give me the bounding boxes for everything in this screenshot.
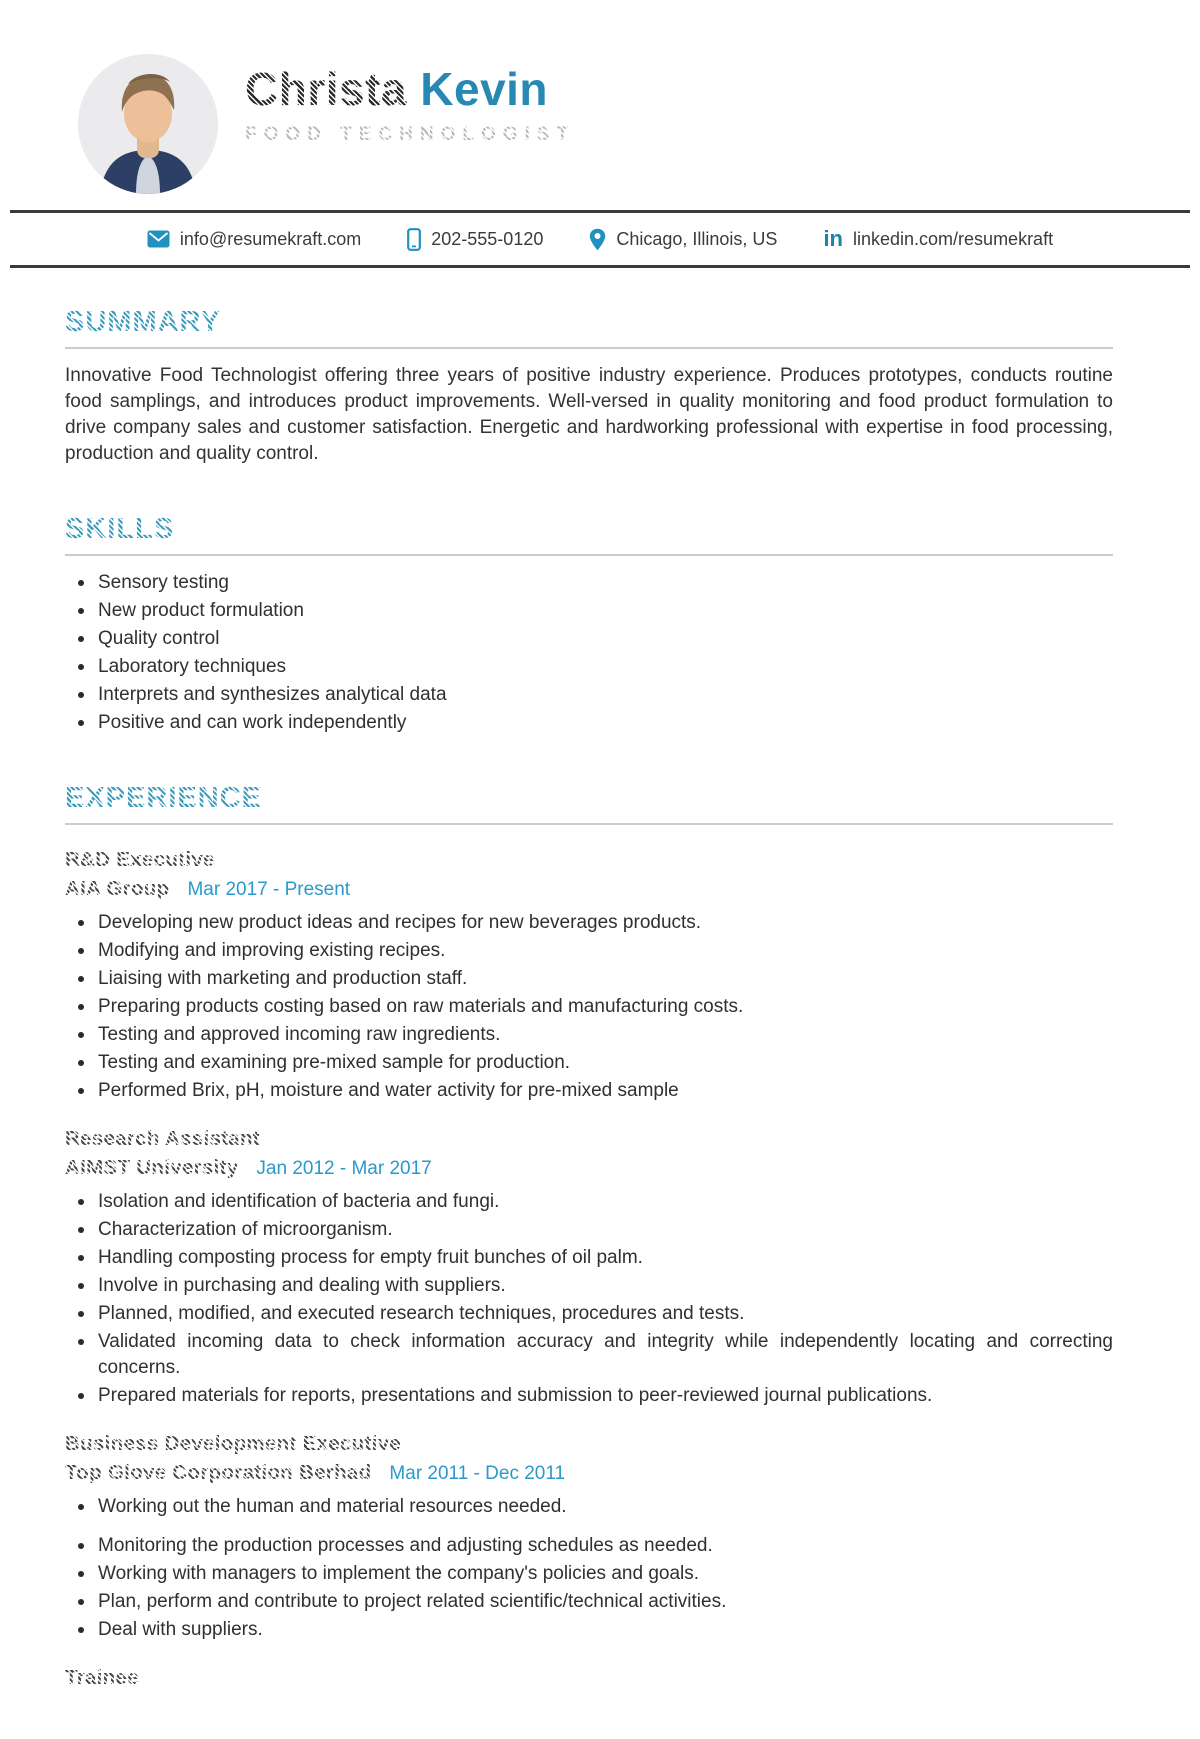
skills-heading: SKILLS xyxy=(65,515,1113,556)
skill-item: Positive and can work independently xyxy=(65,710,1113,736)
job-title-subtitle: FOOD TECHNOLOGIST xyxy=(245,123,576,145)
job-bullet: Prepared materials for reports, presentations and submission to peer-reviewed journal publications. xyxy=(65,1383,1113,1409)
location-value: Chicago, Illinois, US xyxy=(616,228,778,249)
section-skills xyxy=(65,515,1113,736)
company-name: AIMST University xyxy=(65,1156,239,1179)
job-title: Research Assistant xyxy=(65,1126,1113,1152)
experience-heading: EXPERIENCE xyxy=(65,784,1113,825)
job-dates: Mar 2011 - Dec 2011 xyxy=(389,1463,566,1484)
resume-body xyxy=(65,308,1113,1739)
skill-item: Sensory testing xyxy=(65,570,1113,596)
section-summary xyxy=(65,308,1113,467)
profile-photo xyxy=(78,54,218,194)
job-bullet: Handling composting process for empty fruit bunches of oil palm. xyxy=(65,1245,1113,1271)
job-bullet: Characterization of microorganism. xyxy=(65,1217,1113,1243)
job-bullet: Plan, perform and contribute to project related scientific/technical activities. xyxy=(65,1589,1113,1615)
contact-phone xyxy=(407,228,543,251)
phone-value: 202-555-0120 xyxy=(431,228,544,249)
job-bullet: Developing new product ideas and recipes for new beverages products. xyxy=(65,910,1113,936)
experience-job-trainee xyxy=(65,1665,1113,1691)
profile-photo-illustration xyxy=(78,54,218,194)
phone-icon xyxy=(407,228,421,251)
email-icon xyxy=(147,230,170,248)
location-pin-icon xyxy=(589,228,606,251)
company-name: Top Glove Corporation Berhad xyxy=(65,1461,372,1484)
job-bullet-list xyxy=(65,1189,1113,1409)
job-bullet: Performed Brix, pH, moisture and water activity for pre-mixed sample xyxy=(65,1078,1113,1104)
skill-item: Interprets and synthesizes analytical data xyxy=(65,682,1113,708)
job-bullet: Modifying and improving existing recipes. xyxy=(65,938,1113,964)
email-value: info@resumekraft.com xyxy=(179,228,362,249)
candidate-name xyxy=(245,64,575,115)
contact-bar xyxy=(10,210,1190,268)
skills-list xyxy=(65,570,1113,736)
last-name: Kevin xyxy=(420,63,549,115)
skill-item: Laboratory techniques xyxy=(65,654,1113,680)
skill-item: Quality control xyxy=(65,626,1113,652)
job-bullet: Testing and examining pre-mixed sample for production. xyxy=(65,1050,1113,1076)
contact-location xyxy=(589,228,777,251)
job-bullet: Involve in purchasing and dealing with suppliers. xyxy=(65,1273,1113,1299)
linkedin-icon: in xyxy=(823,226,843,251)
job-bullet: Planned, modified, and executed research techniques, procedures and tests. xyxy=(65,1301,1113,1327)
company-name: AIA Group xyxy=(65,877,170,900)
job-dates: Mar 2017 - Present xyxy=(187,879,351,900)
experience-job-aimst-university xyxy=(65,1126,1113,1409)
experience-job-top-glove xyxy=(65,1431,1113,1643)
job-title: Trainee xyxy=(65,1665,1113,1691)
linkedin-value: linkedin.com/resumekraft xyxy=(853,228,1054,249)
job-bullet: Working out the human and material resources needed. xyxy=(65,1494,1113,1520)
job-bullet: Deal with suppliers. xyxy=(65,1617,1113,1643)
job-bullet: Working with managers to implement the company's policies and goals. xyxy=(65,1561,1113,1587)
job-bullet-list xyxy=(65,910,1113,1104)
summary-paragraph: Innovative Food Technologist offering three years of positive industry experience. Produces prototypes, conducts routine food samplings, and introduces product improvements. Well-versed in quality monitoring and food product formulation to drive company sales and customer satisfaction. Energetic and hardworking professional with expertise in food processing, production and quality control. xyxy=(65,365,1113,464)
experience-job-aia-group xyxy=(65,847,1113,1104)
job-bullet: Validated incoming data to check information accuracy and integrity while independently locating and correcting concerns. xyxy=(65,1329,1113,1381)
summary-heading: SUMMARY xyxy=(65,308,1113,349)
contact-linkedin xyxy=(823,228,1053,250)
job-bullet: Monitoring the production processes and adjusting schedules as needed. xyxy=(65,1533,1113,1559)
job-bullet: Testing and approved incoming raw ingredients. xyxy=(65,1022,1113,1048)
job-title: R&D Executive xyxy=(65,847,1113,873)
job-title: Business Development Executive xyxy=(65,1431,1113,1457)
skill-item: New product formulation xyxy=(65,598,1113,624)
first-name: Christa xyxy=(245,63,407,115)
job-dates: Jan 2012 - Mar 2017 xyxy=(256,1158,432,1179)
job-bullet-list xyxy=(65,1494,1113,1643)
job-bullet: Preparing products costing based on raw materials and manufacturing costs. xyxy=(65,994,1113,1020)
job-bullet: Liaising with marketing and production staff. xyxy=(65,966,1113,992)
job-bullet: Isolation and identification of bacteria and fungi. xyxy=(65,1189,1113,1215)
section-experience xyxy=(65,784,1113,1691)
contact-email xyxy=(147,229,361,250)
